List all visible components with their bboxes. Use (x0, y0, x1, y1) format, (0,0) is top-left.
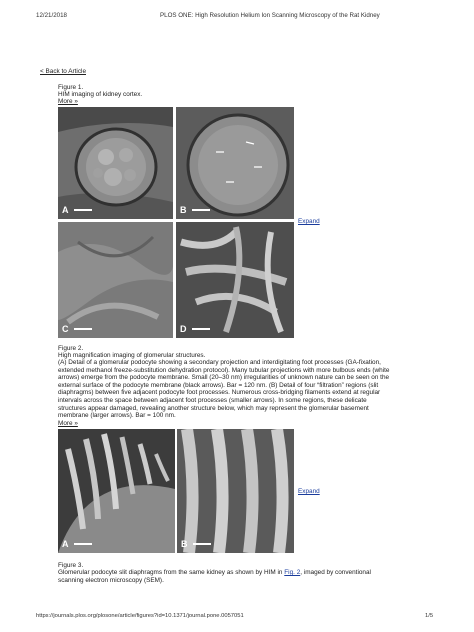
panel-label-a: A (62, 205, 69, 215)
print-date: 12/21/2018 (36, 12, 67, 19)
panel-label-b: B (181, 539, 188, 549)
glomerulus-micrograph (58, 107, 173, 219)
panel-label-b: B (180, 205, 187, 215)
figure-2-caption: (A) Detail of a glomerular podocyte showing a secondary projection and interdigitating foot processes (GA-fixation, extended methanol freeze-substitution dehydration protocol). Many tubular projections with more bulbous ends (white arrows) emerge from the podocyte membrane. Small (20–30 nm) irregularities of unknown nature can be seen on the external surface of the podocyte membrane (black arrows). Bar = 120 nm. (B) Detail of four “filtration” regions (slit diaphragms) between five adjacent podocyte foot processes. Numerous cross-bridging filaments extend at regular intervals across the space between adjacent foot processes (smaller arrows). In some regions, these delicate structures appear damaged, revealing another structure below, which may represent the glomerular basement membrane (larger arrows). Bar = 100 nm. (58, 359, 390, 420)
figure-2-title: High magnification imaging of glomerular structures. (58, 352, 206, 359)
figure-1-more-link[interactable]: More » (58, 98, 78, 105)
scale-bar (192, 209, 210, 211)
podocyte-projection-micrograph (58, 429, 175, 553)
figure-3-caption (58, 569, 388, 584)
scale-bar (193, 543, 211, 545)
figure-2-expand-link[interactable]: Expand (298, 488, 320, 495)
print-page-number: 1/5 (425, 613, 434, 619)
figure-2-reference-link[interactable]: Fig. 2 (284, 569, 301, 576)
figure-3-caption-text: Glomerular podocyte slit diaphragms from the same kidney as shown by HIM in (58, 569, 285, 576)
panel-label-c: C (62, 324, 69, 334)
panel-label-a: A (62, 539, 69, 549)
figure-1-label: Figure 1. (58, 84, 84, 91)
figure-2-panel-a[interactable] (58, 429, 175, 553)
figure-1-panel-c[interactable] (58, 222, 173, 338)
figure-3-label: Figure 3. (58, 562, 84, 569)
figure-3-caption-text-end: , imaged by conventional scanning electron microscopy (SEM). (58, 569, 371, 584)
figure-1-panel-b[interactable] (176, 107, 294, 219)
scale-bar (192, 328, 210, 330)
figure-2-panel-b[interactable] (177, 429, 294, 553)
figure-1-title: HIM imaging of kidney cortex. (58, 91, 143, 98)
figure-2-label: Figure 2. (58, 345, 84, 352)
scale-bar (74, 543, 92, 545)
foot-processes-micrograph (176, 222, 294, 338)
panel-label-d: D (180, 324, 187, 334)
print-url: https://journals.plos.org/plosone/article/figures?id=10.1371/journal.pone.0057051 (36, 613, 244, 619)
back-to-article-link[interactable]: < Back to Article (40, 68, 86, 75)
bowman-capsule-micrograph (176, 107, 294, 219)
figure-2-more-link[interactable]: More » (58, 420, 78, 427)
print-page-title: PLOS ONE: High Resolution Helium Ion Scanning Microscopy of the Rat Kidney (160, 12, 380, 19)
slit-diaphragm-micrograph (177, 429, 294, 553)
figure-1-expand-link[interactable]: Expand (298, 218, 320, 225)
scale-bar (74, 328, 92, 330)
podocyte-surface-micrograph (58, 222, 173, 338)
figure-1-panel-a[interactable] (58, 107, 173, 219)
scale-bar (74, 209, 92, 211)
figure-1-panel-d[interactable] (176, 222, 294, 338)
